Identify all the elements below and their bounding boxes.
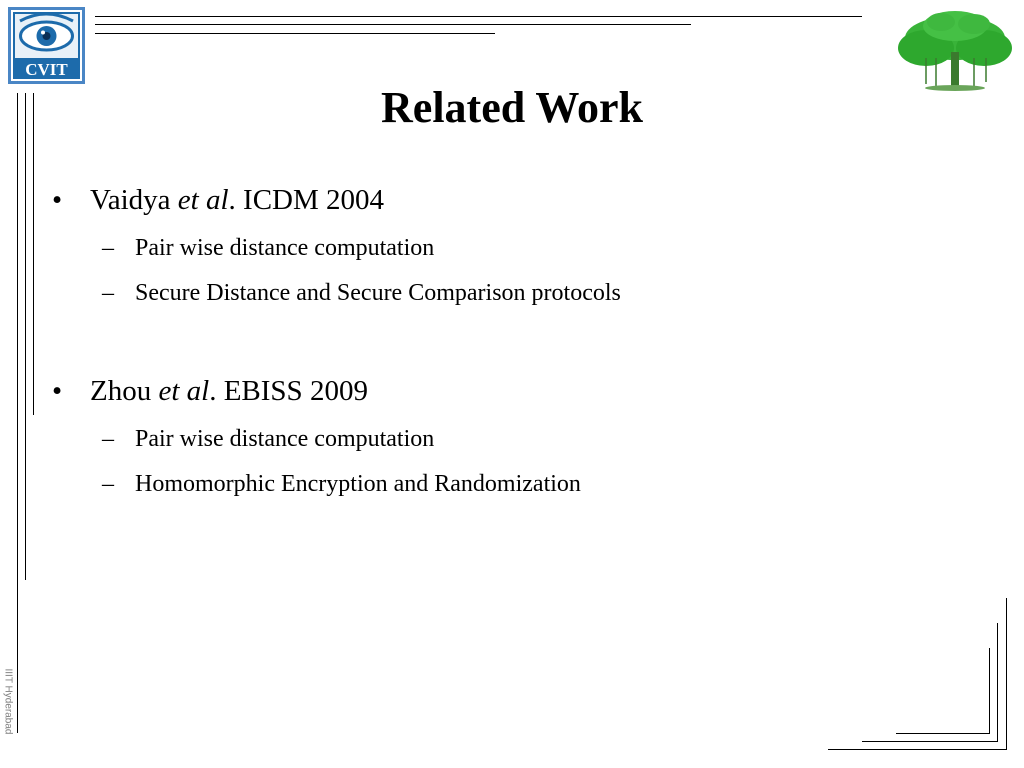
sub-bullet-item: [102, 424, 434, 454]
bullet-author: Vaidya: [90, 184, 178, 216]
bullet-item: [52, 182, 384, 218]
slide-title: Related Work: [381, 83, 643, 132]
corner-rule-v3: [989, 648, 990, 733]
corner-rule-v2: [997, 623, 998, 741]
cvit-logo-text: CVIT: [25, 60, 68, 79]
bullet-venue: . ICDM 2004: [228, 184, 385, 216]
sub-bullet-text: Pair wise distance computation: [135, 426, 435, 452]
sub-bullet-text: Homomorphic Encryption and Randomization: [135, 471, 581, 497]
cvit-logo: [8, 7, 85, 84]
top-rule-3: [95, 33, 495, 34]
sub-bullet-item: [102, 469, 581, 499]
sub-bullet-marker: –: [102, 471, 114, 497]
bullet-etal: et al: [177, 184, 229, 216]
sub-bullet-marker: –: [102, 235, 114, 261]
left-rule-3: [33, 93, 34, 415]
corner-rule-h3: [896, 733, 990, 734]
corner-rule-h2: [862, 741, 998, 742]
corner-rule-h1: [828, 749, 1007, 750]
bullet-etal: et al: [158, 375, 210, 407]
corner-rule-v1: [1006, 598, 1007, 749]
bullet-item: [52, 373, 368, 409]
sub-bullet-item: [102, 233, 434, 263]
sub-bullet-text: Pair wise distance computation: [135, 235, 435, 261]
top-rule-1: [95, 16, 862, 17]
sub-bullet-marker: –: [102, 426, 114, 452]
bullet-venue: . EBISS 2009: [209, 375, 368, 407]
left-rule-2: [25, 93, 26, 580]
sub-bullet-marker: –: [102, 280, 114, 306]
top-rule-2: [95, 24, 691, 25]
bullet-marker: •: [52, 375, 63, 407]
sub-bullet-text: Secure Distance and Secure Comparison protocols: [135, 280, 621, 306]
bullet-author: Zhou: [90, 375, 159, 407]
sub-bullet-item: [102, 278, 621, 308]
bullet-marker: •: [52, 184, 63, 216]
left-rule-1: [17, 93, 18, 733]
side-label: IIIT Hyderabad: [2, 668, 14, 735]
